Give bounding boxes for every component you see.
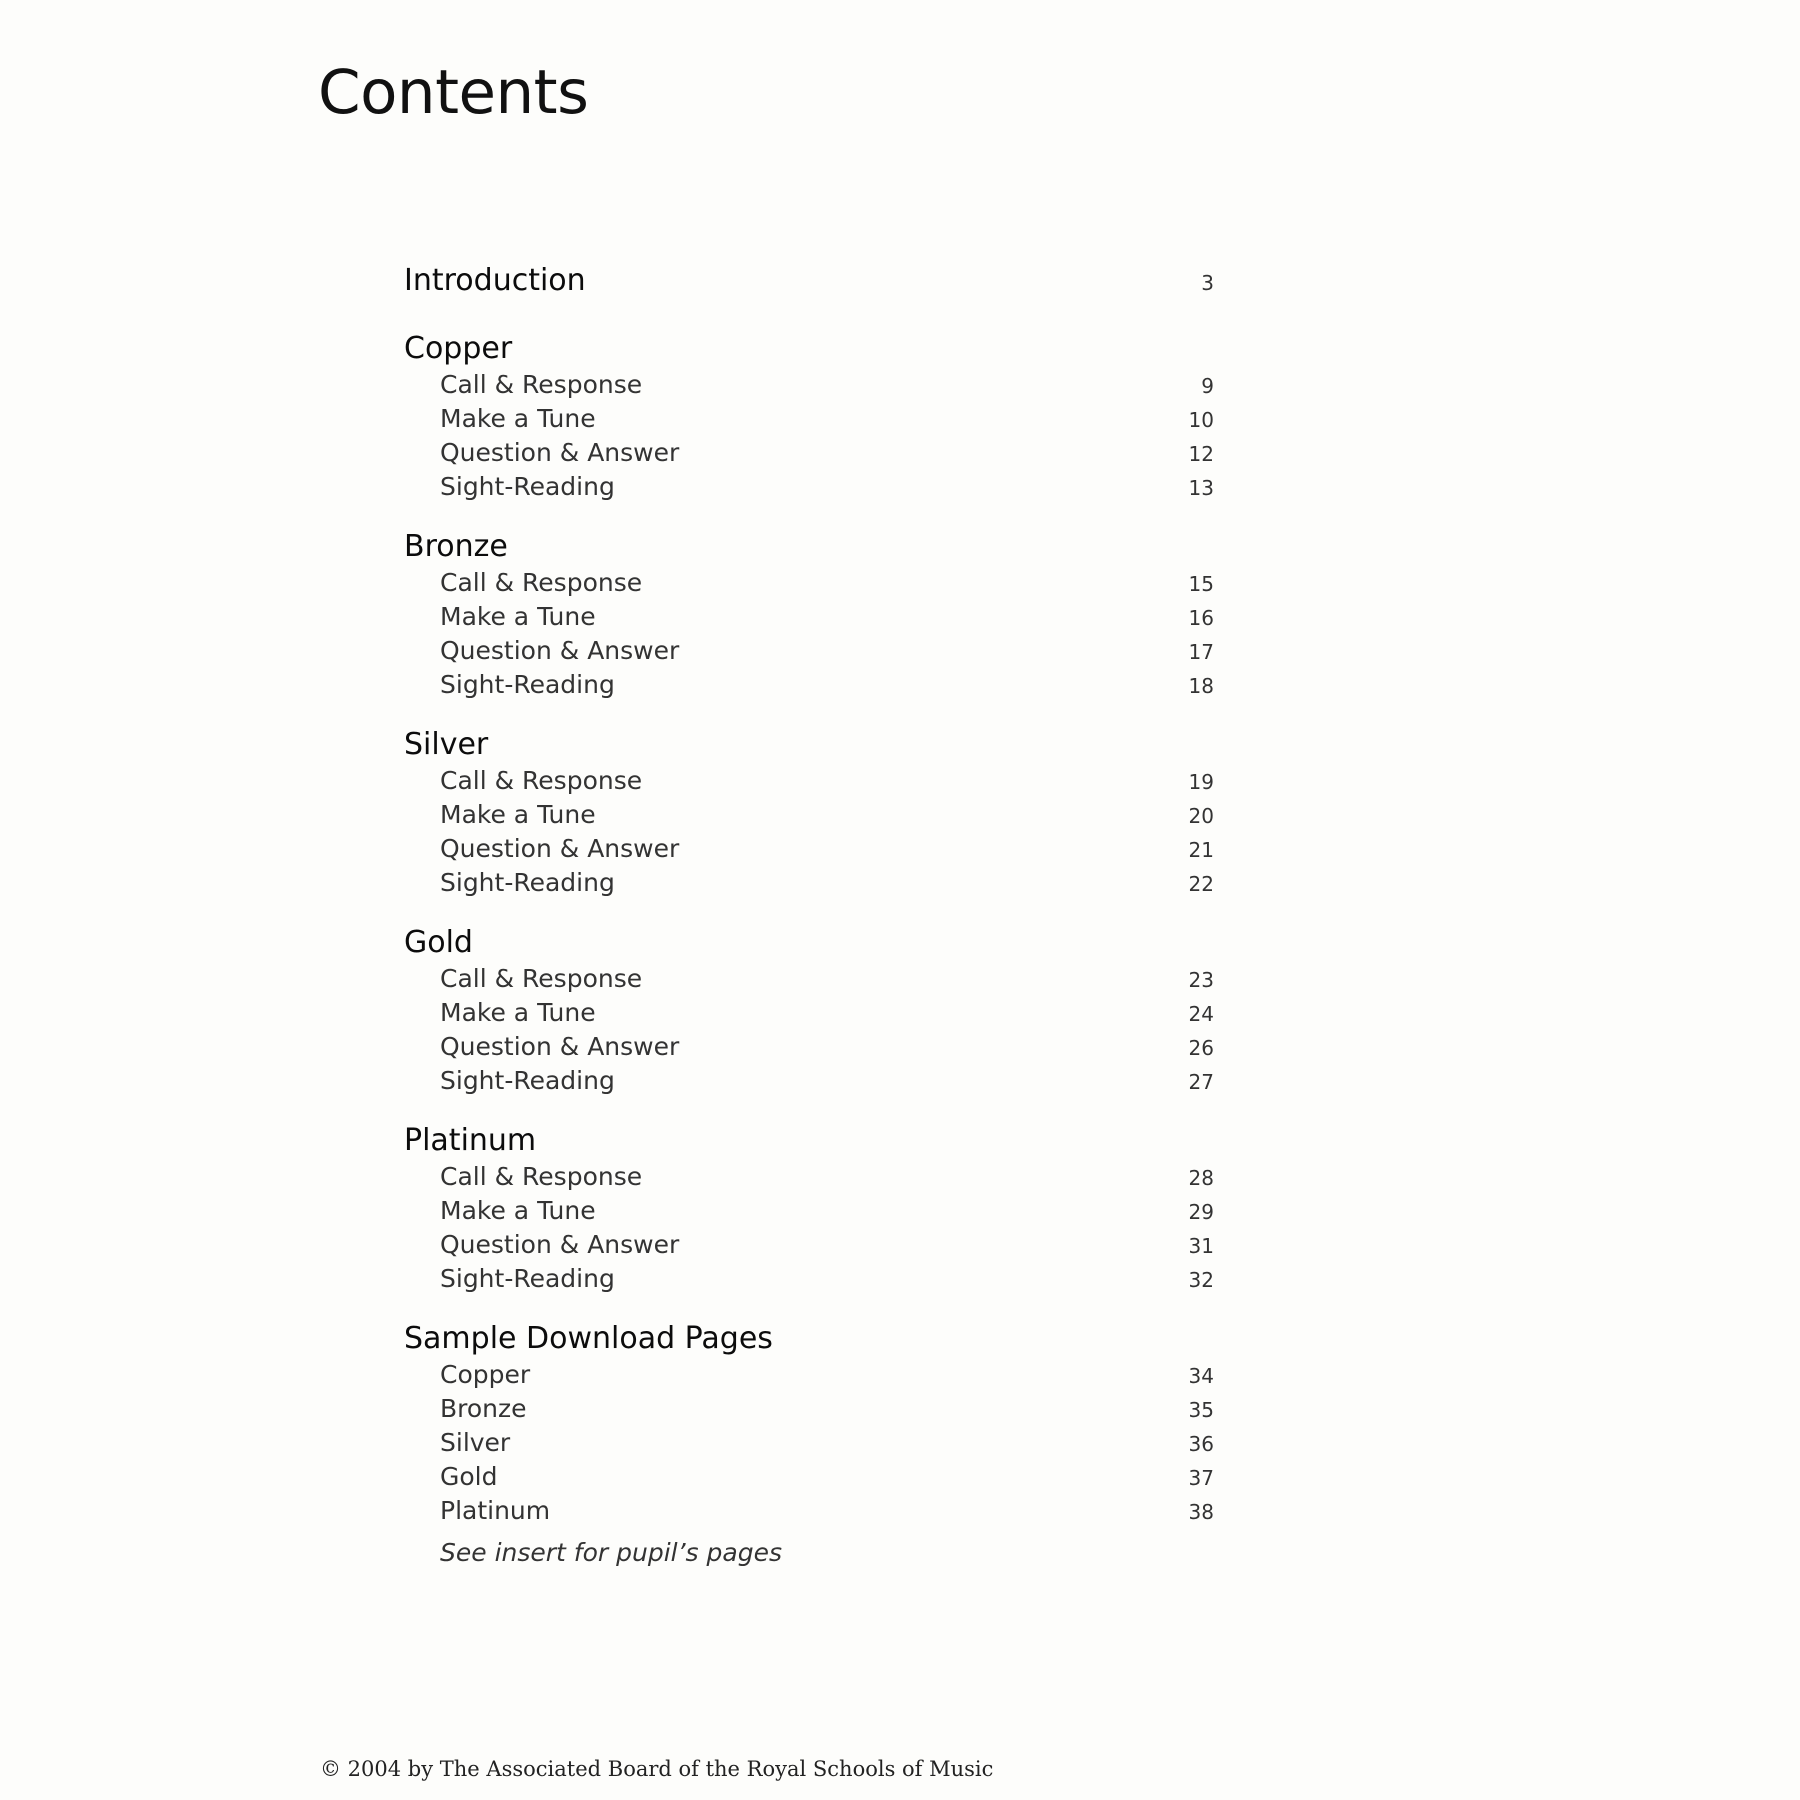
toc-section-title: Silver	[404, 727, 489, 762]
toc-page-number: 22	[1188, 872, 1214, 896]
toc-item-label: Make a Tune	[440, 800, 596, 829]
toc-item-label: Make a Tune	[440, 1196, 596, 1225]
toc-page-number: 31	[1188, 1234, 1214, 1258]
toc-item[interactable]	[404, 668, 1214, 702]
toc-item-label: Question & Answer	[440, 636, 680, 665]
toc-item-label: Bronze	[440, 1394, 527, 1423]
toc-page-number: 36	[1188, 1432, 1214, 1456]
toc-item[interactable]	[404, 1494, 1214, 1528]
toc-page-number: 21	[1188, 838, 1214, 862]
toc-section-title: Gold	[404, 925, 473, 960]
toc-item-label: Call & Response	[440, 370, 643, 399]
toc-item-label: Call & Response	[440, 766, 643, 795]
toc-page-number: 37	[1188, 1466, 1214, 1490]
toc-item-label: Call & Response	[440, 964, 643, 993]
toc-item-label: Question & Answer	[440, 834, 680, 863]
toc-item[interactable]	[404, 996, 1214, 1030]
toc-item-label: Platinum	[440, 1496, 551, 1525]
toc-section-title: Introduction	[404, 263, 586, 298]
toc-page-number: 32	[1188, 1268, 1214, 1292]
toc-page-number: 16	[1188, 606, 1214, 630]
toc-page-number: 10	[1188, 408, 1214, 432]
toc-section-silver	[404, 726, 1214, 900]
toc-item-label: Sight-Reading	[440, 868, 615, 897]
copyright-notice: © 2004 by The Associated Board of the Royal Schools of Music	[320, 1757, 994, 1781]
toc-section-platinum	[404, 1122, 1214, 1296]
toc-page-number: 3	[1201, 271, 1214, 295]
toc-page-number: 23	[1188, 968, 1214, 992]
toc-item[interactable]	[404, 832, 1214, 866]
toc-section-row	[404, 1122, 1214, 1160]
toc-page-number: 17	[1188, 640, 1214, 664]
toc-item-label: Call & Response	[440, 1162, 643, 1191]
toc-page-number: 29	[1188, 1200, 1214, 1224]
toc-item-label: Make a Tune	[440, 998, 596, 1027]
toc-item[interactable]	[404, 1194, 1214, 1228]
toc-section-title: Sample Download Pages	[404, 1321, 773, 1356]
toc-section-sample-download-pages	[404, 1320, 1214, 1567]
toc-page-number: 35	[1188, 1398, 1214, 1422]
toc-item[interactable]	[404, 402, 1214, 436]
toc-item[interactable]	[404, 600, 1214, 634]
toc-section-gold	[404, 924, 1214, 1098]
toc-item[interactable]	[404, 368, 1214, 402]
toc-item-label: Sight-Reading	[440, 1066, 615, 1095]
toc-item[interactable]	[404, 1426, 1214, 1460]
toc-section-row[interactable]	[404, 262, 1214, 300]
toc-item[interactable]	[404, 436, 1214, 470]
toc-item-label: Silver	[440, 1428, 511, 1457]
toc-item[interactable]	[404, 470, 1214, 504]
toc-item-label: Sight-Reading	[440, 670, 615, 699]
toc-item[interactable]	[404, 1030, 1214, 1064]
toc-section-bronze	[404, 528, 1214, 702]
toc-item[interactable]	[404, 1460, 1214, 1494]
insert-note: See insert for pupil’s pages	[440, 1538, 782, 1567]
toc-section-title: Copper	[404, 331, 513, 366]
toc-section-title: Bronze	[404, 529, 508, 564]
toc-section-row	[404, 1320, 1214, 1358]
toc-section-title: Platinum	[404, 1123, 537, 1158]
toc-item-label: Make a Tune	[440, 404, 596, 433]
toc-item[interactable]	[404, 1160, 1214, 1194]
toc-item[interactable]	[404, 566, 1214, 600]
table-of-contents	[404, 262, 1214, 1591]
toc-page-number: 12	[1188, 442, 1214, 466]
toc-page-number: 28	[1188, 1166, 1214, 1190]
toc-section-copper	[404, 330, 1214, 504]
toc-page-number: 26	[1188, 1036, 1214, 1060]
toc-item[interactable]	[404, 1392, 1214, 1426]
toc-page-number: 27	[1188, 1070, 1214, 1094]
toc-section-row	[404, 726, 1214, 764]
toc-section-row	[404, 528, 1214, 566]
toc-item-label: Make a Tune	[440, 602, 596, 631]
page-title: Contents	[318, 57, 589, 128]
toc-section-introduction	[404, 262, 1214, 300]
toc-item[interactable]	[404, 1262, 1214, 1296]
toc-item-label: Sight-Reading	[440, 472, 615, 501]
toc-page-number: 24	[1188, 1002, 1214, 1026]
toc-item-label: Call & Response	[440, 568, 643, 597]
toc-item[interactable]	[404, 798, 1214, 832]
toc-page-number: 34	[1188, 1364, 1214, 1388]
toc-item[interactable]	[404, 1228, 1214, 1262]
toc-item[interactable]	[404, 962, 1214, 996]
toc-item[interactable]	[404, 866, 1214, 900]
toc-item-label: Question & Answer	[440, 1230, 680, 1259]
toc-item-label: Question & Answer	[440, 438, 680, 467]
toc-item-label: Sight-Reading	[440, 1264, 615, 1293]
toc-page-number: 19	[1188, 770, 1214, 794]
toc-page-number: 15	[1188, 572, 1214, 596]
toc-page-number: 9	[1201, 374, 1214, 398]
toc-page-number: 20	[1188, 804, 1214, 828]
toc-page-number: 13	[1188, 476, 1214, 500]
toc-item[interactable]	[404, 764, 1214, 798]
toc-section-row	[404, 924, 1214, 962]
toc-item-label: Question & Answer	[440, 1032, 680, 1061]
toc-item[interactable]	[404, 1064, 1214, 1098]
toc-item[interactable]	[404, 634, 1214, 668]
toc-item[interactable]	[404, 1358, 1214, 1392]
toc-item-label: Copper	[440, 1360, 531, 1389]
toc-page-number: 18	[1188, 674, 1214, 698]
toc-page-number: 38	[1188, 1500, 1214, 1524]
toc-item-label: Gold	[440, 1462, 498, 1491]
toc-section-row	[404, 330, 1214, 368]
